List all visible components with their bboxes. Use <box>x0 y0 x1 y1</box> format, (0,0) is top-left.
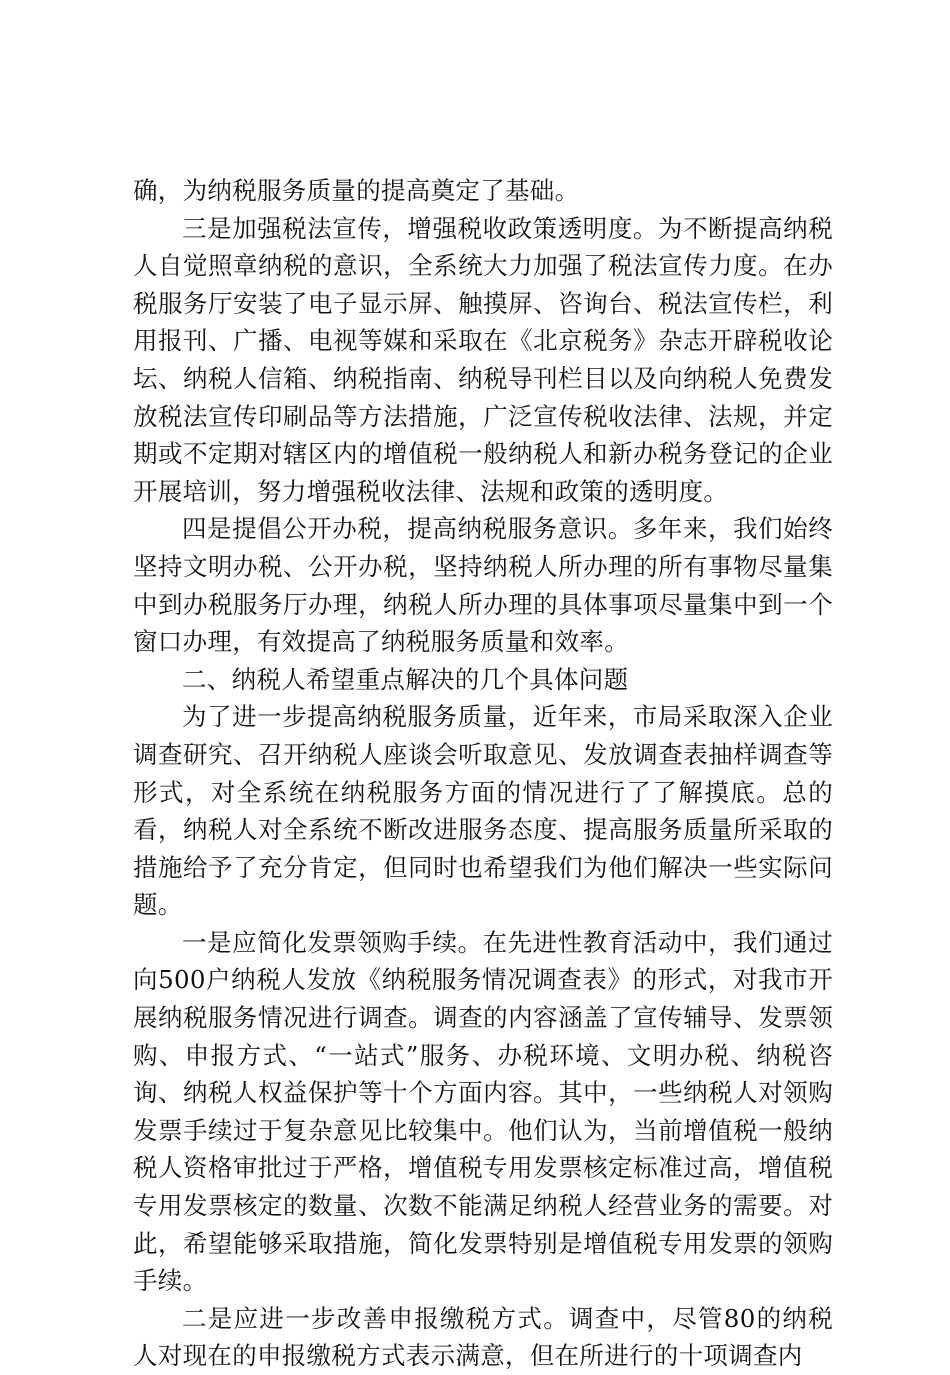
section-heading: 二、纳税人希望重点解决的几个具体问题 <box>182 664 629 694</box>
paragraph-survey-intro: 为了进一步提高纳税服务质量，近年来，市局采取深入企业调查研究、召开纳税人座谈会听取意见、发放调查表抽样调查等形式，对全系统在纳税服务方面的情况进行了了解摸底。总的看，纳税人对全系统不断改进服务态度、提高服务质量所采取的措施给予了充分肯定，但同时也希望我们为他们解决一些实际问题。 <box>133 702 833 920</box>
document-body <box>133 172 833 1375</box>
paragraph-continuation: 确，为纳税服务质量的提高奠定了基础。 <box>133 176 580 205</box>
paragraph-invoice-simplification: 一是应简化发票领购手续。在先进性教育活动中，我们通过向500户纳税人发放《纳税服务情况调查表》的形式，对我市开展纳税服务情况进行调查。调查的内容涵盖了宣传辅导、发票领购、申报方式、“一站式”服务、办税环境、文明办税、纳税咨询、纳税人权益保护等十个方面内容。其中，一些纳税人对领购发票手续过于复杂意见比较集中。他们认为，当前增值税一般纳税人资格审批过于严格，增值税专用发票核定标准过高，增值税专用发票核定的数量、次数不能满足纳税人经营业务的需要。对此，希望能够采取措施，简化发票特别是增值税专用发票的领购手续。 <box>133 927 833 1296</box>
paragraph-open-tax-handling: 四是提倡公开办税，提高纳税服务意识。多年来，我们始终坚持文明办税、公开办税，坚持纳税人所办理的所有事物尽量集中到办税服务厅办理，纳税人所办理的具体事项尽量集中到一个窗口办理，有效提高了纳税服务质量和效率。 <box>133 514 833 657</box>
paragraph-filing-improvement: 二是应进一步改善申报缴税方式。调查中，尽管80的纳税人对现在的申报缴税方式表示满意，但在所进行的十项调查内 <box>133 1303 833 1371</box>
paragraph-tax-law-publicity: 三是加强税法宣传，增强税收政策透明度。为不断提高纳税人自觉照章纳税的意识，全系统大力加强了税法宣传力度。在办税服务厅安装了电子显示屏、触摸屏、咨询台、税法宣传栏，利用报刊、广播、电视等媒和采取在《北京税务》杂志开辟税收论坛、纳税人信箱、纳税指南、纳税导刊栏目以及向纳税人免费发放税法宣传印刷品等方法措施，广泛宣传税收法律、法规，并定期或不定期对辖区内的增值税一般纳税人和新办税务登记的企业开展培训，努力增强税收法律、法规和政策的透明度。 <box>133 213 833 506</box>
